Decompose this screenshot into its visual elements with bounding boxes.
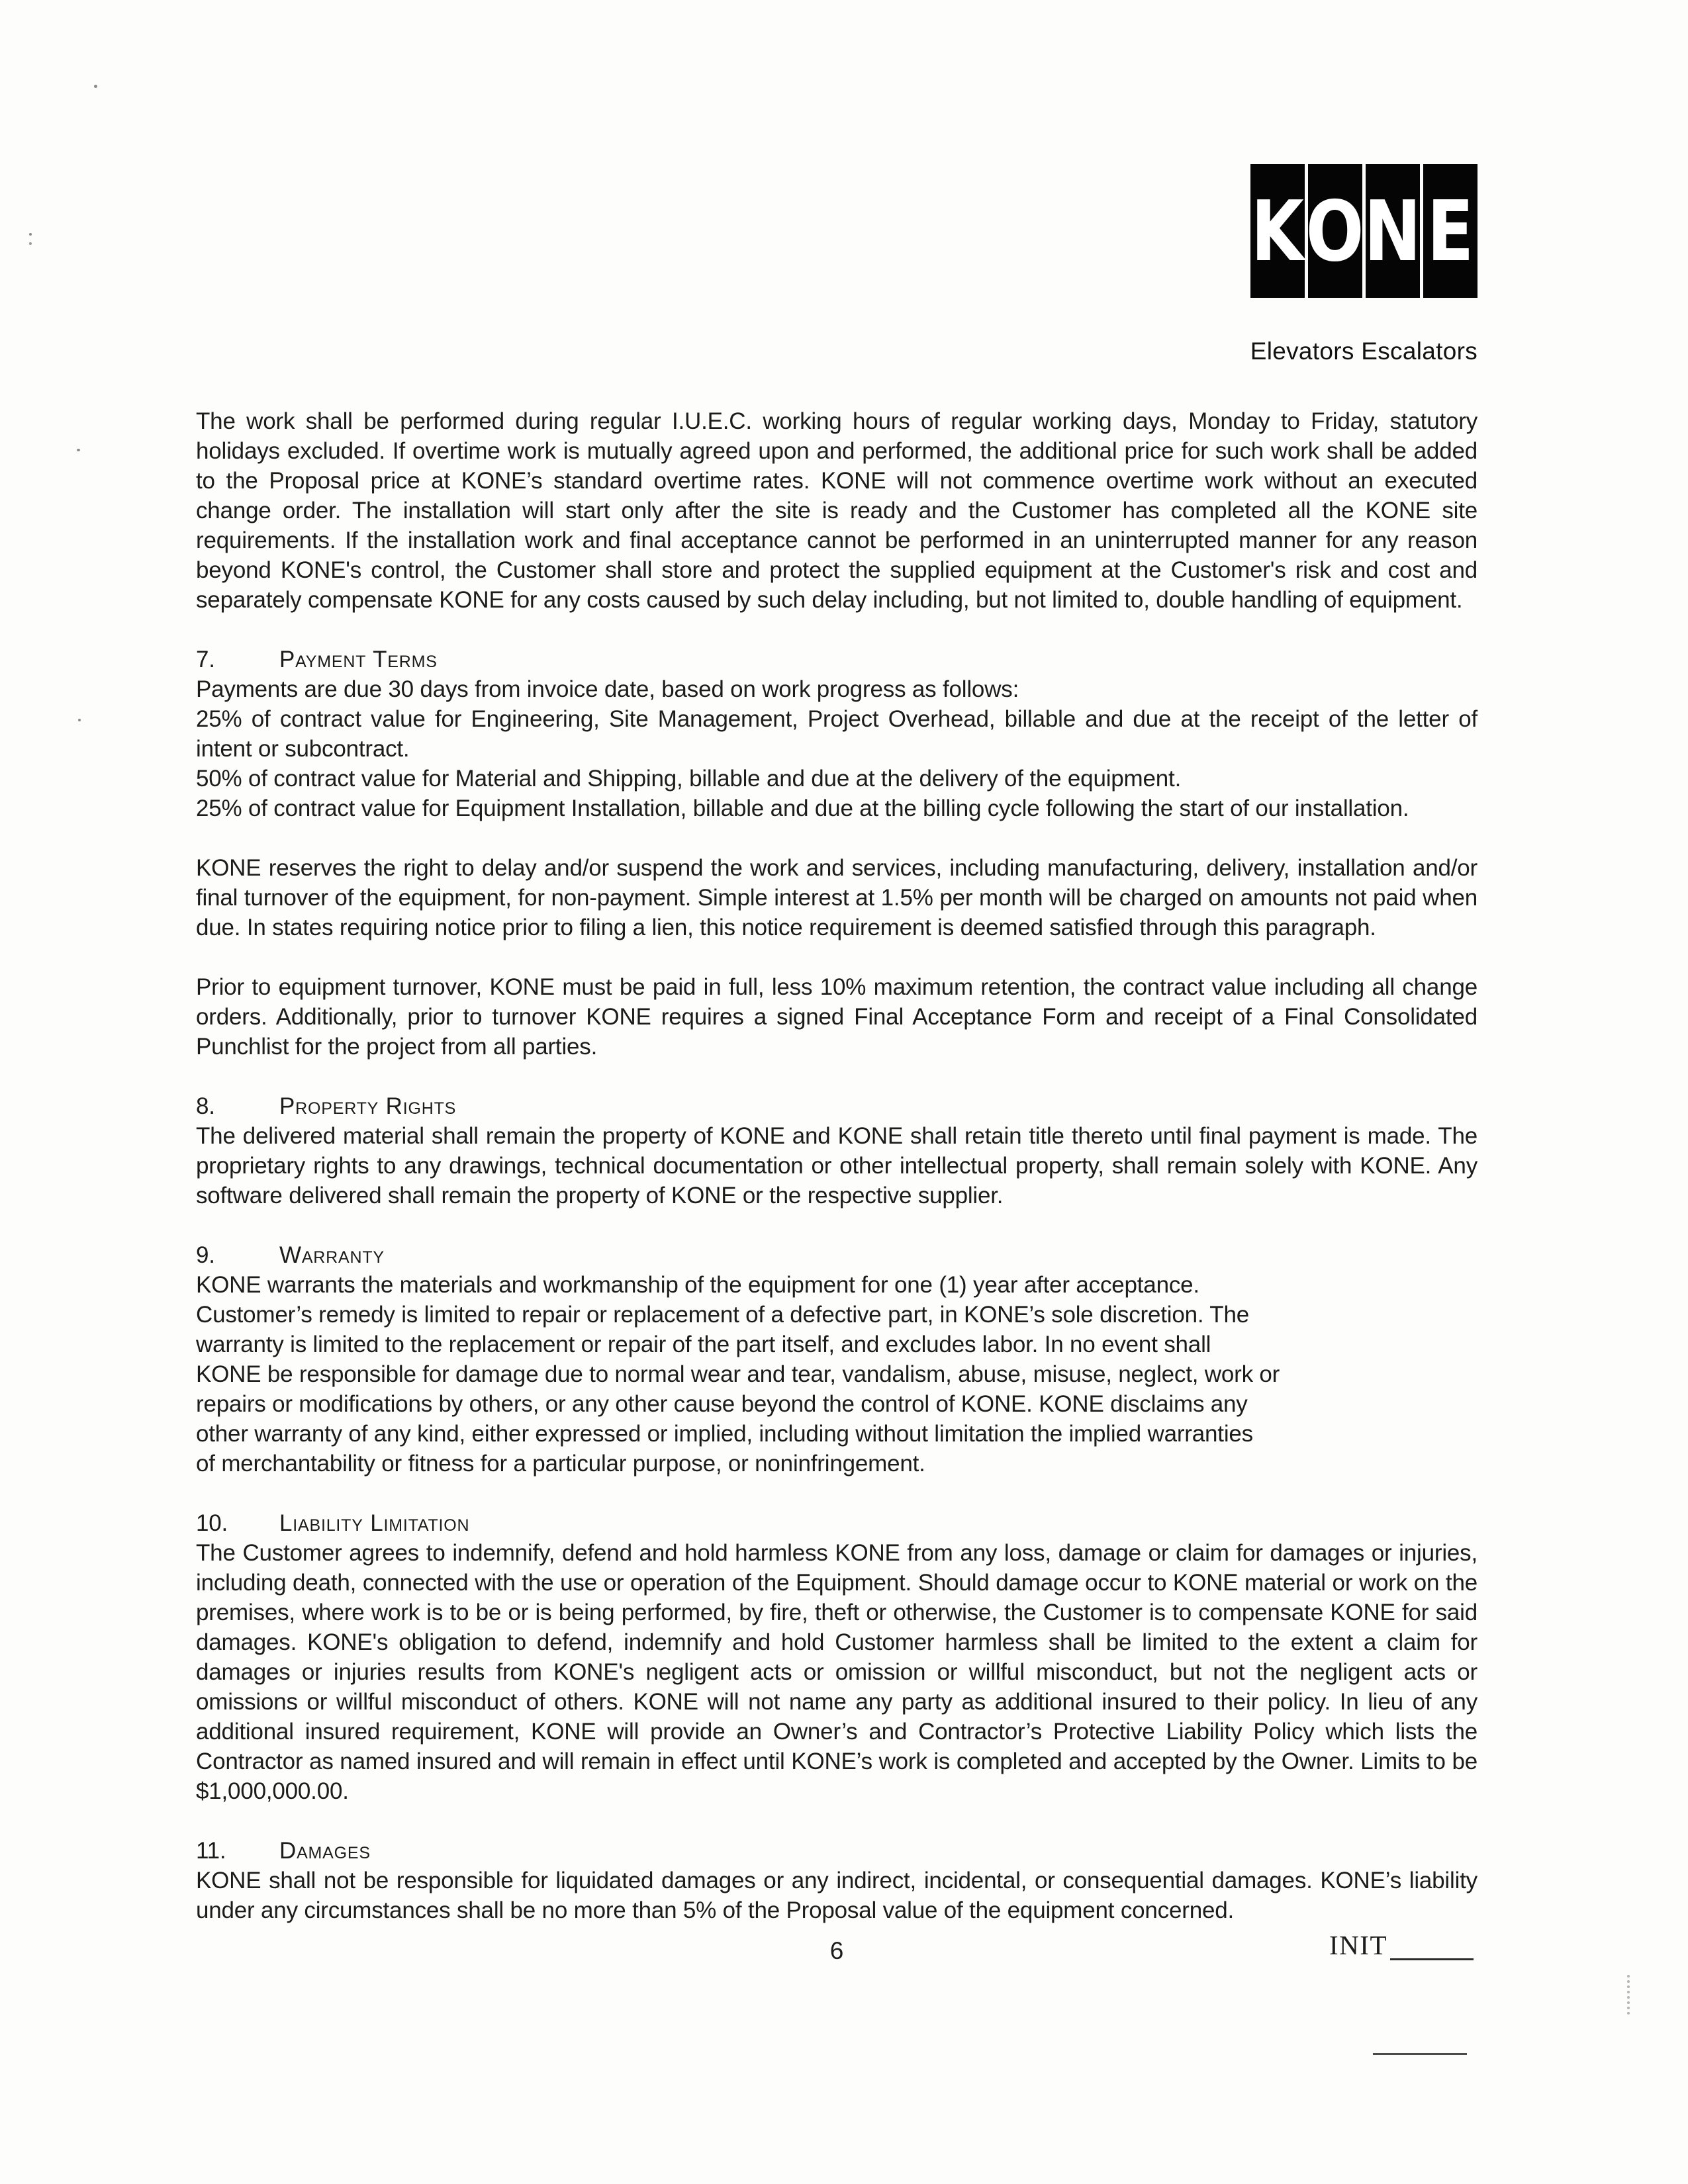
scan-artifact-spot [78,719,81,721]
section-title: Warranty [279,1242,385,1268]
text-block [196,1538,1477,1806]
section-heading [196,1240,1477,1270]
paragraph: The Customer agrees to indemnify, defend and hold harmless KONE from any loss, damage or claim for damages or injuries, including death, connected with the use or operation of the Equipment. Should damage occur to KONE material or work on the premises, where work is to be or is being performed, by fire, theft or otherwise, the Customer is to compensate KONE for said damages. KONE's obligation to defend, indemnify and hold Customer harmless shall be limited to the extent a claim for damages or injuries results from KONE's negligent acts or omission or willful misconduct, but not the negligent acts or omissions or willful misconduct of others. KONE will not name any party as additional insured to their policy. In lieu of any additional insured requirement, KONE will provide an Owner’s and Contractor’s Protective Liability Policy which lists the Contractor as named insured and will remain in effect until KONE’s work is completed and accepted by the Owner. Limits to be $1,000,000.00. [196,1540,1477,1804]
section-warranty [196,1240,1477,1479]
logo-letter-tile [1366,164,1420,298]
logo-letter: E [1427,182,1474,280]
section-heading [196,1091,1477,1121]
init-field [1329,1931,1474,1960]
logo-letter-tile [1423,164,1477,298]
document-body [196,406,1477,1976]
text-block [196,972,1477,1062]
section-number: 11. [196,1838,226,1864]
section-number: 10. [196,1510,228,1536]
section-property-rights [196,1091,1477,1210]
section-title: Damages [279,1838,371,1864]
paragraph: 25% of contract value for Equipment Installation, billable and due at the billing cycle following the start of our installation. [196,796,1409,821]
scan-artifact-line [1373,2053,1467,2055]
page-number: 6 [829,1937,844,1964]
paragraph: KONE be responsible for damage due to normal wear and tear, vandalism, abuse, misuse, neglect, work or [196,1361,1280,1387]
paragraph: other warranty of any kind, either expressed or implied, including without limitation the implied warranties [196,1421,1253,1447]
text-block [196,1121,1477,1210]
paragraph: KONE reserves the right to delay and/or suspend the work and services, including manufacturing, delivery, installation and/or final turnover of the equipment, for non-payment. Simple interest at 1.5% per month will be charged on amounts not paid when due. In states requiring notice prior to filing a lien, this notice requirement is deemed satisfied through this paragraph. [196,855,1477,940]
section-heading [196,645,1477,674]
section-title: Liability Limitation [279,1510,470,1536]
paragraph: KONE shall not be responsible for liquidated damages or any indirect, incidental, or consequential damages. KONE’s liability under any circumstances shall be no more than 5% of the Proposal value of the equipment concerned. [196,1868,1477,1923]
intro-paragraph: The work shall be performed during regular I.U.E.C. working hours of regular working days, Monday to Friday, statutory holidays excluded. If overtime work is mutually agreed upon and performed, the additional price for such work shall be added to the Proposal price at KONE’s standard overtime rates. KONE will not commence overtime work without an executed change order. The installation will start only after the site is ready and the Customer has completed all the KONE site requirements. If the installation work and final acceptance cannot be performed in an uninterrupted manner for any reason beyond KONE's control, the Customer shall store and protect the supplied equipment at the Customer's risk and cost and separately compensate KONE for any costs caused by such delay including, but not limited to, double handling of equipment. [196,408,1477,613]
section-number: 7. [196,647,215,672]
text-block [196,853,1477,942]
section-damages [196,1836,1477,1925]
logo-tagline: Elevators Escalators [1250,338,1477,365]
paragraph: 25% of contract value for Engineering, Site Management, Project Overhead, billable and due at the receipt of the letter of intent or subcontract. [196,706,1477,762]
paragraph: Prior to equipment turnover, KONE must be paid in full, less 10% maximum retention, the contract value including all change orders. Additionally, prior to turnover KONE requires a signed Final Acceptance Form and receipt of a Final Consolidated Punchlist for the project from all parties. [196,974,1477,1060]
paragraph: of merchantability or fitness for a particular purpose, or noninfringement. [196,1451,925,1477]
logo-letter-tile [1250,164,1305,298]
logo-letter: O [1306,182,1364,280]
paragraph: The delivered material shall remain the property of KONE and KONE shall retain title thereto until final payment is made. The proprietary rights to any drawings, technical documentation or other intellectual property, shall remain solely with KONE. Any software delivered shall remain the property of KONE or the respective supplier. [196,1123,1477,1208]
section-title: Payment Terms [279,647,438,672]
section-payment-terms [196,645,1477,1062]
logo-letter: N [1364,182,1422,280]
paragraph: KONE warrants the materials and workmanship of the equipment for one (1) year after acceptance. [196,1272,1199,1298]
sections [196,645,1477,1925]
scan-artifact-dots [1627,1975,1630,2015]
init-signature-line [1390,1933,1474,1960]
section-heading [196,1508,1477,1538]
section-number: 8. [196,1093,215,1119]
scan-artifact-spot [94,85,97,88]
section-heading [196,1836,1477,1866]
scan-artifact-spot [77,449,80,451]
text-block [196,674,1477,823]
paragraph: repairs or modifications by others, or any other cause beyond the control of KONE. KONE disclaims any [196,1391,1248,1417]
kone-logo [1250,164,1477,298]
section-liability-limitation [196,1508,1477,1806]
footer [196,1930,1477,1976]
paragraph: Payments are due 30 days from invoice date, based on work progress as follows: [196,676,1019,702]
paragraph: warranty is limited to the replacement or repair of the part itself, and excludes labor. In no event shall [196,1332,1211,1357]
header [196,164,1477,365]
text-block [196,1866,1477,1925]
logo-letter: K [1250,182,1305,280]
section-title: Property Rights [279,1093,457,1119]
paragraph: Customer’s remedy is limited to repair or replacement of a defective part, in KONE’s sole discretion. The [196,1302,1249,1328]
paragraph: 50% of contract value for Material and Shipping, billable and due at the delivery of the equipment. [196,766,1182,792]
logo-letter-tile [1308,164,1362,298]
section-number: 9. [196,1242,215,1268]
scan-artifact-spot [29,233,32,236]
init-label: INIT [1329,1930,1387,1960]
text-block [196,1270,1477,1479]
